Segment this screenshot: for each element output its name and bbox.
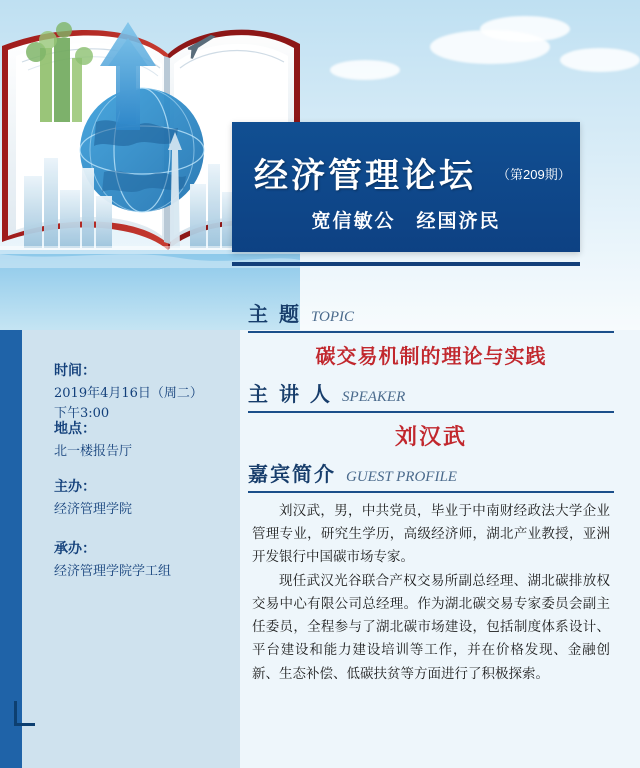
poster-title: 经济管理论坛: [254, 156, 476, 196]
profile-label-en: GUEST PROFILE: [346, 469, 457, 485]
poster-issue-number: （第209期）: [497, 167, 571, 182]
info-host: [54, 476, 234, 520]
info-time-value-line1: 2019年4月16日（周二）: [54, 386, 203, 401]
profile-body: [252, 500, 610, 686]
corner-crop-mark: [14, 701, 35, 726]
info-place: [54, 418, 234, 462]
topic-value: 碳交易机制的理论与实践: [315, 344, 547, 368]
topic-section-header: [248, 298, 614, 333]
speaker-label-en: SPEAKER: [341, 389, 406, 405]
profile-label-cn: 嘉宾简介: [248, 462, 336, 486]
poster-title-block: [232, 122, 580, 252]
info-place-label: 地点：: [54, 421, 96, 437]
info-time: [54, 360, 234, 423]
info-host-value: 经济管理学院: [54, 502, 133, 517]
profile-paragraph-2: 现任武汉光谷联合产权交易所副总经理、湖北碳排放权交易中心有限公司总经理。作为湖北碳交易专家委员会副主任委员，全程参与了湖北碳市场建设，包括制度体系设计、平台建设和能力建设培训等工作，并在价格发现、金融创新、生态补偿、低碳扶贫等方面进行了积极探索。: [252, 572, 610, 682]
speaker-label-cn: 主 讲 人: [248, 382, 332, 406]
poster-subtitle: 宽信敏公 经国济民: [311, 210, 501, 232]
title-underline: [232, 262, 580, 266]
info-organizer-value: 经济管理学院学工组: [54, 564, 172, 579]
profile-paragraph-1: 刘汉武，男，中共党员，毕业于中南财经政法大学企业管理专业，研究生学历，高级经济师，湖北产业教授，亚洲开发银行中国碳市场专家。: [252, 503, 610, 566]
topic-label-en: TOPIC: [310, 309, 355, 325]
topic-label-cn: 主 题: [248, 302, 301, 326]
info-place-value: 北一楼报告厅: [54, 444, 133, 459]
info-time-label: 时间：: [54, 363, 96, 379]
info-time-value-line2: 下午3:00: [54, 405, 110, 421]
info-host-label: 主办：: [54, 479, 96, 495]
speaker-name: 刘汉武: [394, 424, 467, 450]
info-organizer-label: 承办：: [54, 541, 96, 557]
info-organizer: [54, 538, 234, 582]
profile-section-header: [248, 458, 614, 493]
speaker-section-header: [248, 378, 614, 413]
